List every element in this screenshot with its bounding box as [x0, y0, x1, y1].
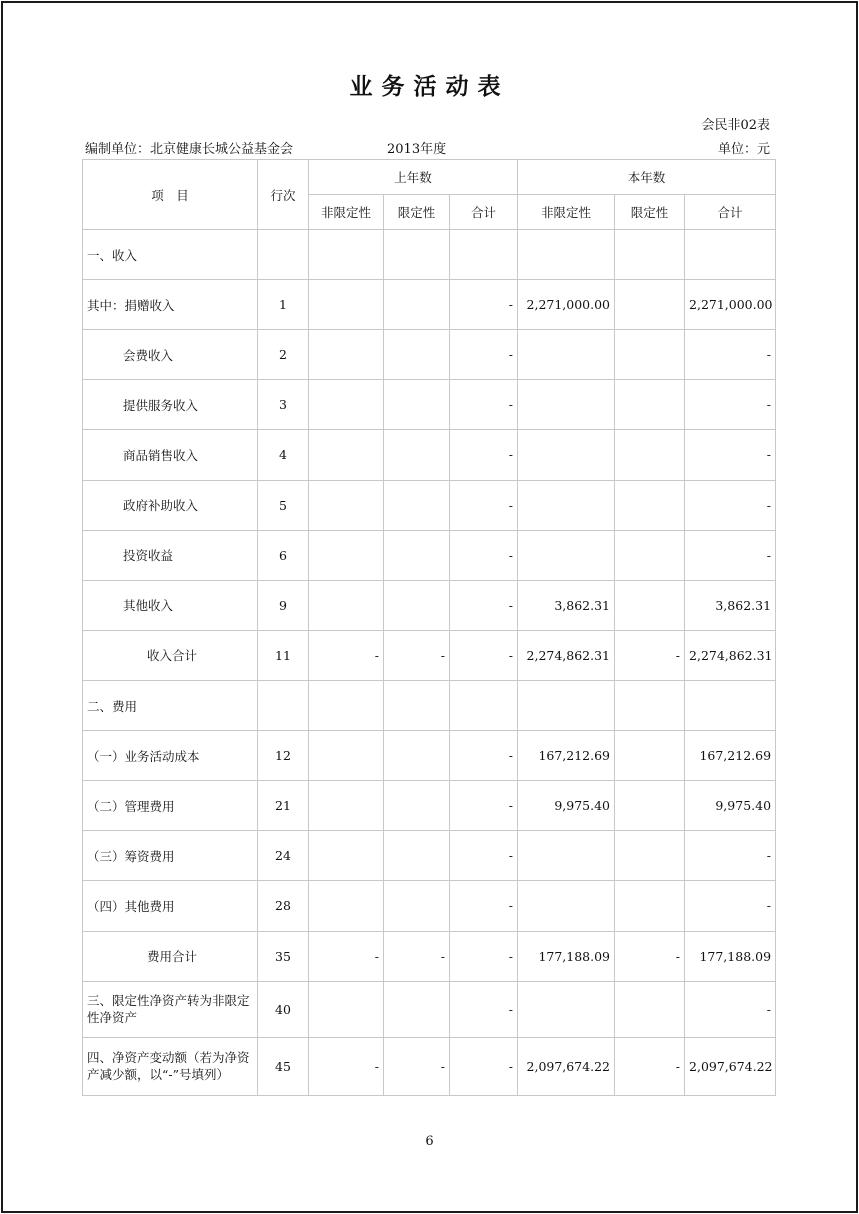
- prev-total: -: [450, 881, 518, 931]
- this-total: -: [685, 530, 776, 580]
- table-row: [83, 230, 776, 280]
- this-total: 9,975.40: [685, 781, 776, 831]
- this-total: -: [685, 831, 776, 881]
- prev-total: [450, 230, 518, 280]
- activity-table: [82, 159, 776, 1096]
- table-row: [83, 981, 776, 1037]
- prev-restricted: [384, 831, 450, 881]
- prev-unrestricted: [309, 831, 384, 881]
- prev-restricted: [384, 731, 450, 781]
- this-total: [685, 680, 776, 730]
- prev-restricted: [384, 781, 450, 831]
- this-total: 177,188.09: [685, 931, 776, 981]
- this-total: -: [685, 981, 776, 1037]
- this-restricted: [615, 230, 685, 280]
- row-label: 政府补助收入: [83, 480, 258, 530]
- this-unrestricted: 2,097,674.22: [518, 1037, 615, 1095]
- this-total: -: [685, 380, 776, 430]
- row-number: 35: [258, 931, 309, 981]
- this-total: 3,862.31: [685, 580, 776, 630]
- prev-restricted: [384, 280, 450, 330]
- header-prev-year: 上年数: [309, 160, 518, 195]
- this-total: -: [685, 480, 776, 530]
- row-label: （二）管理费用: [83, 781, 258, 831]
- prev-total: -: [450, 380, 518, 430]
- prev-total: -: [450, 480, 518, 530]
- prev-unrestricted: [309, 781, 384, 831]
- row-number: 3: [258, 380, 309, 430]
- prev-total: -: [450, 781, 518, 831]
- reporting-unit: 编制单位：北京健康长城公益基金会: [85, 142, 294, 157]
- this-total: -: [685, 881, 776, 931]
- report-meta: [85, 138, 770, 158]
- this-restricted: [615, 831, 685, 881]
- prev-unrestricted: [309, 280, 384, 330]
- this-restricted: [615, 731, 685, 781]
- prev-restricted: [384, 230, 450, 280]
- table-row: [83, 1037, 776, 1095]
- table-row: [83, 630, 776, 680]
- this-total: 167,212.69: [685, 731, 776, 781]
- prev-total: -: [450, 630, 518, 680]
- table-row: [83, 881, 776, 931]
- this-restricted: [615, 881, 685, 931]
- row-number: 21: [258, 781, 309, 831]
- this-unrestricted: [518, 480, 615, 530]
- row-label: 四、净资产变动额（若为净资产减少额，以“-”号填列）: [83, 1037, 258, 1095]
- this-unrestricted: [518, 380, 615, 430]
- this-restricted: [615, 280, 685, 330]
- prev-unrestricted: [309, 480, 384, 530]
- this-restricted: [615, 680, 685, 730]
- row-number: 6: [258, 530, 309, 580]
- row-label: 其中：捐赠收入: [83, 280, 258, 330]
- row-label: 其他收入: [83, 580, 258, 630]
- this-total: 2,274,862.31: [685, 630, 776, 680]
- this-unrestricted: [518, 680, 615, 730]
- prev-total: -: [450, 1037, 518, 1095]
- this-restricted: -: [615, 630, 685, 680]
- this-unrestricted: [518, 881, 615, 931]
- row-number: 40: [258, 981, 309, 1037]
- row-label: 投资收益: [83, 530, 258, 580]
- this-restricted: [615, 330, 685, 380]
- row-number: 24: [258, 831, 309, 881]
- header-prev-total: 合计: [450, 195, 518, 230]
- this-restricted: -: [615, 1037, 685, 1095]
- prev-restricted: [384, 580, 450, 630]
- this-unrestricted: [518, 530, 615, 580]
- prev-unrestricted: [309, 530, 384, 580]
- this-unrestricted: 2,274,862.31: [518, 630, 615, 680]
- row-number: [258, 680, 309, 730]
- prev-restricted: [384, 330, 450, 380]
- prev-unrestricted: [309, 330, 384, 380]
- prev-unrestricted: [309, 731, 384, 781]
- table-row: [83, 480, 776, 530]
- prev-total: [450, 680, 518, 730]
- table-row: [83, 831, 776, 881]
- header-prev-restricted: 限定性: [384, 195, 450, 230]
- this-total: -: [685, 330, 776, 380]
- row-number: 2: [258, 330, 309, 380]
- this-unrestricted: 9,975.40: [518, 781, 615, 831]
- this-unrestricted: 3,862.31: [518, 580, 615, 630]
- this-restricted: [615, 530, 685, 580]
- prev-unrestricted: [309, 981, 384, 1037]
- this-restricted: [615, 430, 685, 480]
- prev-restricted: [384, 380, 450, 430]
- row-label: 收入合计: [83, 630, 258, 680]
- table-row: [83, 731, 776, 781]
- prev-total: -: [450, 831, 518, 881]
- table-row: [83, 430, 776, 480]
- prev-restricted: -: [384, 1037, 450, 1095]
- table-row: [83, 781, 776, 831]
- row-number: 5: [258, 480, 309, 530]
- this-unrestricted: [518, 981, 615, 1037]
- prev-total: -: [450, 530, 518, 580]
- table-row: [83, 380, 776, 430]
- prev-unrestricted: [309, 230, 384, 280]
- prev-restricted: [384, 530, 450, 580]
- row-number: 1: [258, 280, 309, 330]
- row-label: （一）业务活动成本: [83, 731, 258, 781]
- row-label: 一、收入: [83, 230, 258, 280]
- form-number: 会民非02表: [701, 118, 770, 133]
- prev-total: -: [450, 981, 518, 1037]
- this-restricted: -: [615, 931, 685, 981]
- header-row-no: 行次: [258, 160, 309, 230]
- report-year: 2013年度: [387, 142, 447, 157]
- row-number: 12: [258, 731, 309, 781]
- prev-restricted: [384, 680, 450, 730]
- row-label: （四）其他费用: [83, 881, 258, 931]
- prev-restricted: [384, 480, 450, 530]
- prev-restricted: [384, 981, 450, 1037]
- row-label: 商品销售收入: [83, 430, 258, 480]
- this-unrestricted: 2,271,000.00: [518, 280, 615, 330]
- this-restricted: [615, 380, 685, 430]
- row-label: 提供服务收入: [83, 380, 258, 430]
- this-restricted: [615, 480, 685, 530]
- prev-restricted: -: [384, 630, 450, 680]
- header-item: 项 目: [83, 160, 258, 230]
- row-number: 28: [258, 881, 309, 931]
- prev-restricted: [384, 430, 450, 480]
- prev-unrestricted: [309, 580, 384, 630]
- table-row: [83, 280, 776, 330]
- prev-total: -: [450, 430, 518, 480]
- prev-total: -: [450, 931, 518, 981]
- prev-unrestricted: [309, 430, 384, 480]
- prev-total: -: [450, 580, 518, 630]
- header-this-unrestricted: 非限定性: [518, 195, 615, 230]
- this-unrestricted: [518, 831, 615, 881]
- row-number: [258, 230, 309, 280]
- header-this-restricted: 限定性: [615, 195, 685, 230]
- this-unrestricted: [518, 230, 615, 280]
- prev-unrestricted: -: [309, 1037, 384, 1095]
- row-label: 三、限定性净资产转为非限定性净资产: [83, 981, 258, 1037]
- row-number: 9: [258, 580, 309, 630]
- prev-unrestricted: [309, 380, 384, 430]
- this-unrestricted: 177,188.09: [518, 931, 615, 981]
- table-row: [83, 330, 776, 380]
- this-total: -: [685, 430, 776, 480]
- prev-unrestricted: -: [309, 630, 384, 680]
- prev-total: -: [450, 330, 518, 380]
- this-total: [685, 230, 776, 280]
- header-this-year: 本年数: [518, 160, 776, 195]
- this-unrestricted: [518, 330, 615, 380]
- this-total: 2,271,000.00: [685, 280, 776, 330]
- row-label: 费用合计: [83, 931, 258, 981]
- report-title: 业务活动表: [349, 73, 510, 100]
- prev-unrestricted: [309, 881, 384, 931]
- prev-unrestricted: [309, 680, 384, 730]
- currency-unit: 单位：元: [717, 142, 770, 157]
- row-label: 会费收入: [83, 330, 258, 380]
- table-row: [83, 931, 776, 981]
- row-number: 45: [258, 1037, 309, 1095]
- prev-unrestricted: -: [309, 931, 384, 981]
- prev-total: -: [450, 731, 518, 781]
- table-row: [83, 530, 776, 580]
- header-prev-unrestricted: 非限定性: [309, 195, 384, 230]
- this-unrestricted: [518, 430, 615, 480]
- this-unrestricted: 167,212.69: [518, 731, 615, 781]
- prev-total: -: [450, 280, 518, 330]
- row-label: 二、费用: [83, 680, 258, 730]
- table-row: [83, 680, 776, 730]
- page-number: 6: [425, 1134, 434, 1149]
- this-restricted: [615, 981, 685, 1037]
- row-number: 11: [258, 630, 309, 680]
- header-this-total: 合计: [685, 195, 776, 230]
- prev-restricted: -: [384, 931, 450, 981]
- prev-restricted: [384, 881, 450, 931]
- this-total: 2,097,674.22: [685, 1037, 776, 1095]
- this-restricted: [615, 580, 685, 630]
- row-label: （三）筹资费用: [83, 831, 258, 881]
- table-row: [83, 580, 776, 630]
- this-restricted: [615, 781, 685, 831]
- row-number: 4: [258, 430, 309, 480]
